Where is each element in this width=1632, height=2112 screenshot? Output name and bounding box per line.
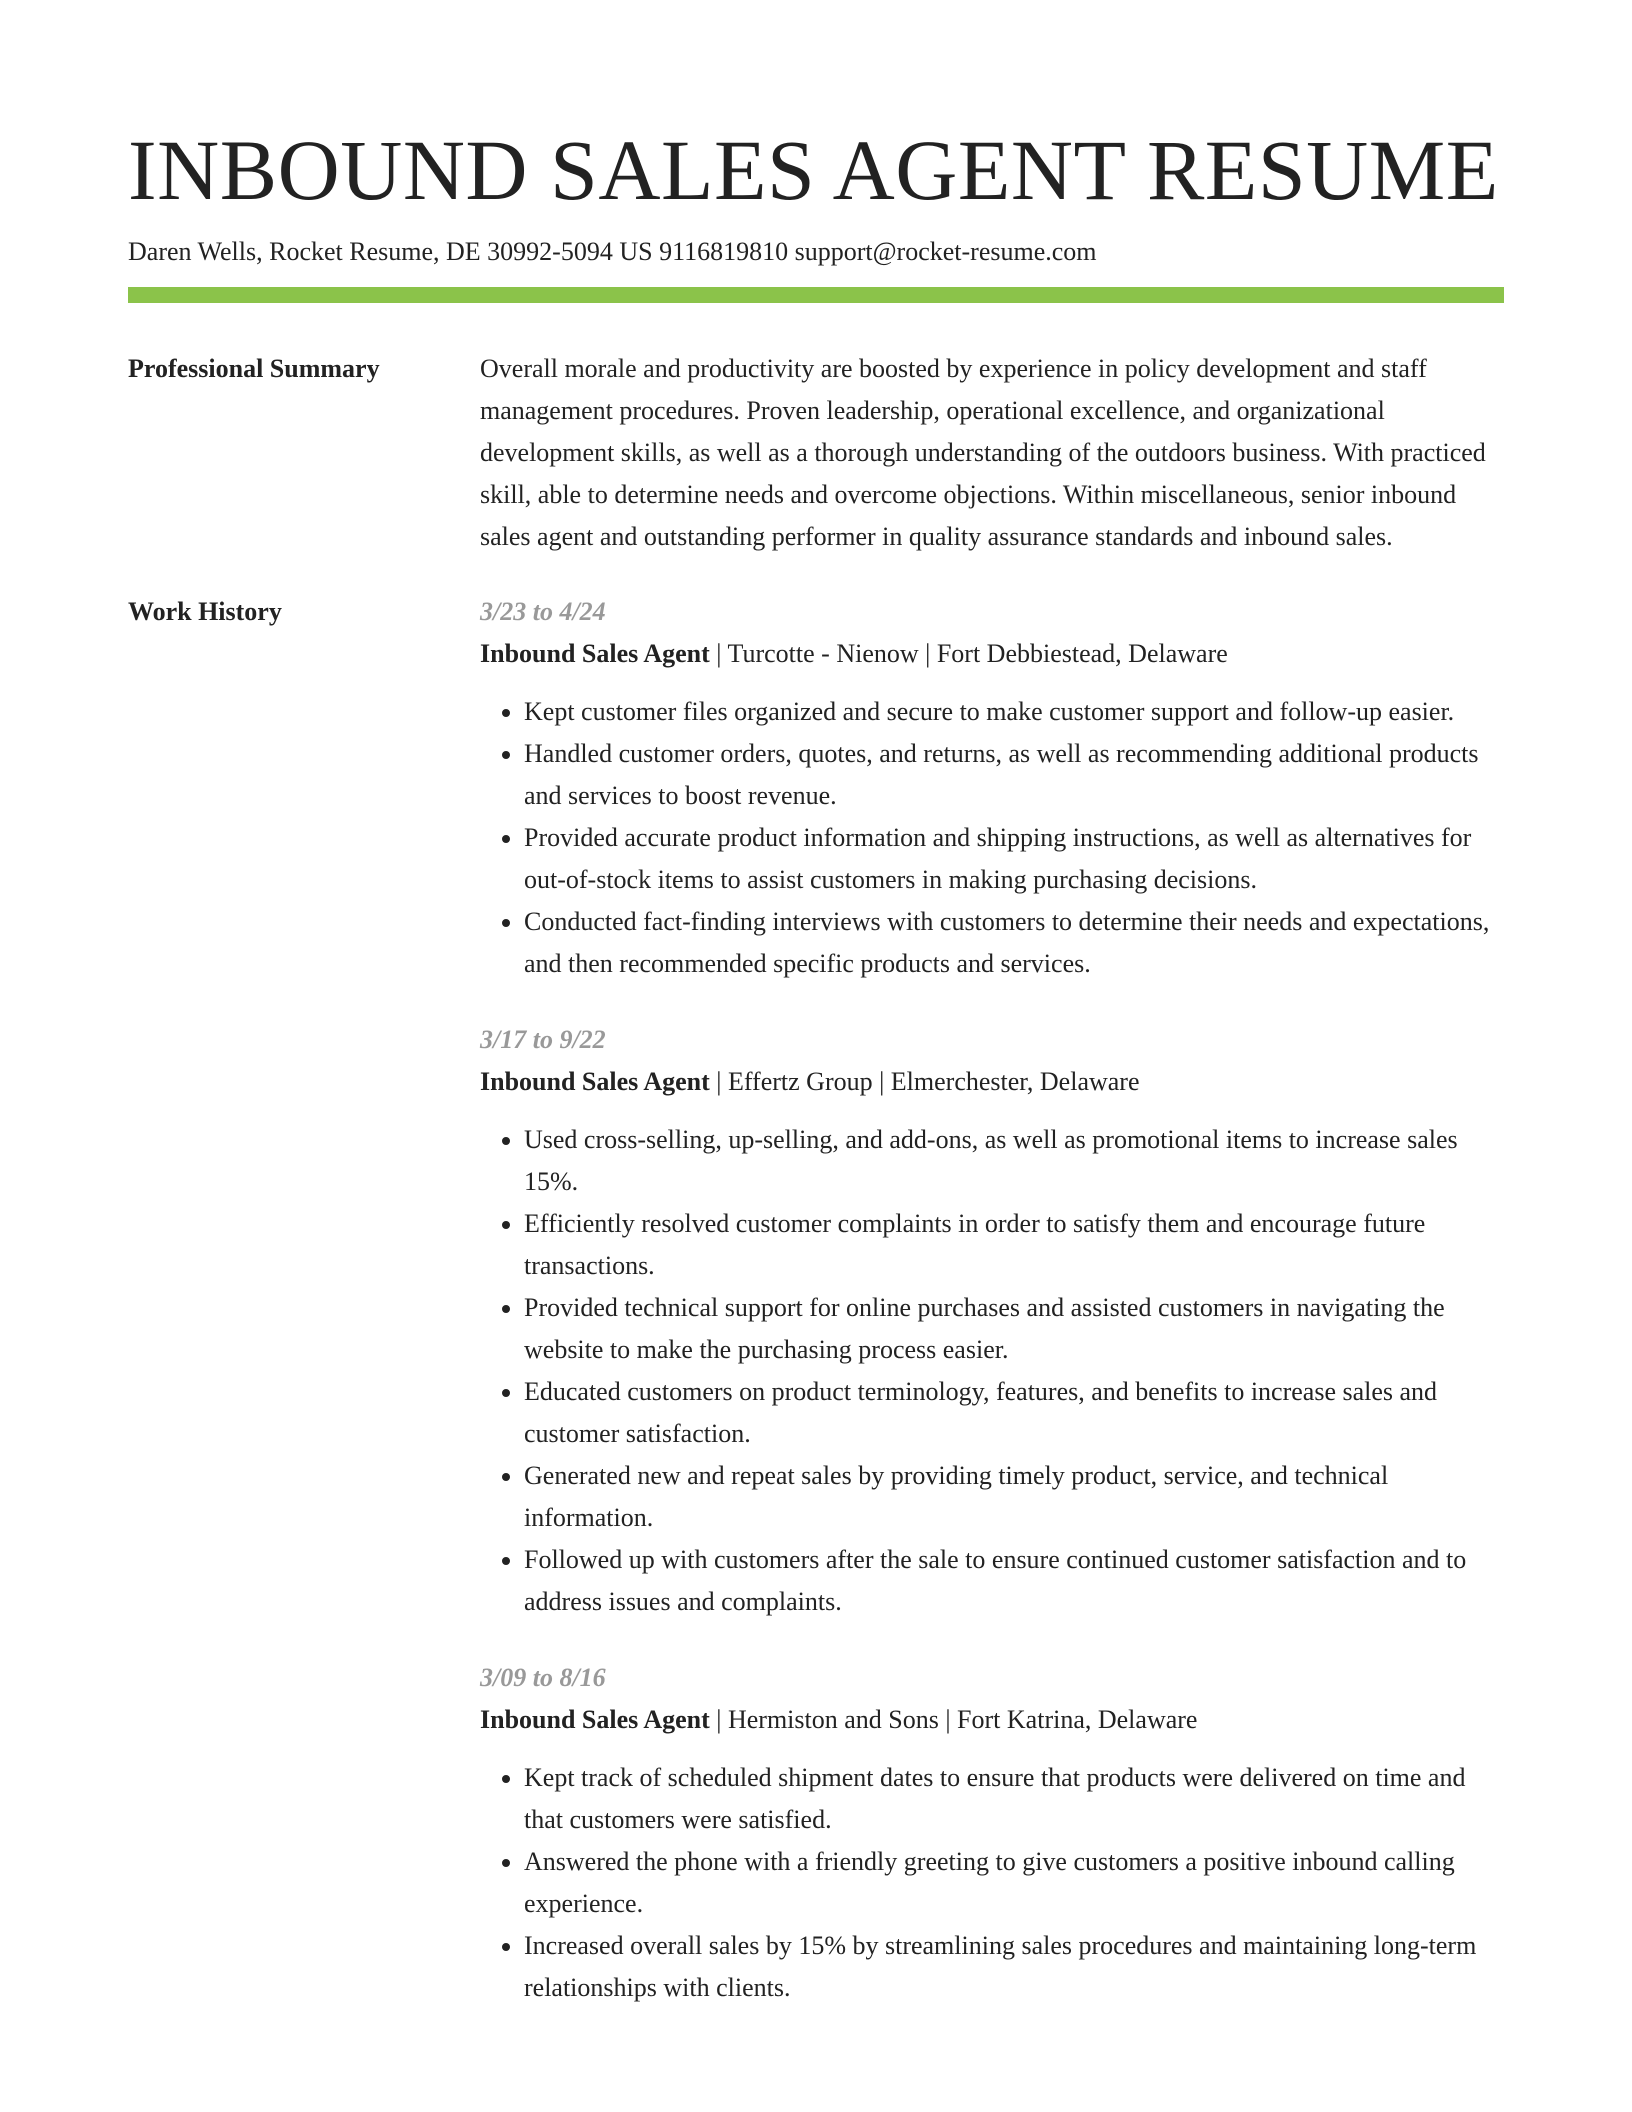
job-title: Inbound Sales Agent [480, 639, 710, 668]
list-item: • Followed up with customers after the sale to ensure continued customer satisfaction and to address issues and complaints. [524, 1539, 1504, 1623]
job-bullet-list [480, 691, 1504, 985]
job-title: Inbound Sales Agent [480, 1067, 710, 1096]
summary-text: Overall morale and productivity are boosted by experience in policy development and staff management procedures. Proven leadership, operational excellence, and organizational development skills, as well as a thorough understanding of the outdoors business. With practiced skill, able to determine needs and overcome objections. Within miscellaneous, senior inbound sales agent and outstanding performer in quality assurance standards and inbound sales. [480, 354, 1486, 551]
job-entry [480, 1019, 1504, 1623]
section-label-summary: Professional Summary [128, 354, 380, 383]
list-item: • Generated new and repeat sales by providing timely product, service, and technical information. [524, 1455, 1504, 1539]
work-history-section [128, 591, 1504, 2043]
professional-summary-section [128, 348, 1504, 558]
job-details: | Effertz Group | Elmerchester, Delaware [709, 1067, 1140, 1096]
accent-divider [128, 287, 1504, 303]
job-entry [480, 591, 1504, 985]
job-dates: 3/17 to 9/22 [480, 1025, 606, 1054]
job-heading [480, 1699, 1504, 1741]
work-history-body [480, 591, 1504, 2043]
list-item: • Efficiently resolved customer complaints in order to satisfy them and encourage future transactions. [524, 1203, 1504, 1287]
list-item: • Kept customer files organized and secure to make customer support and follow-up easier. [524, 691, 1504, 733]
job-bullet-list [480, 1757, 1504, 2009]
job-entry [480, 1657, 1504, 2009]
resume-title: INBOUND SALES AGENT RESUME [128, 122, 1499, 218]
list-item: • Increased overall sales by 15% by streamlining sales procedures and maintaining long-term relationships with clients. [524, 1925, 1504, 2009]
job-title: Inbound Sales Agent [480, 1705, 710, 1734]
list-item: • Educated customers on product terminology, features, and benefits to increase sales and customer satisfaction. [524, 1371, 1504, 1455]
list-item: • Conducted fact-finding interviews with customers to determine their needs and expectations, and then recommended specific products and services. [524, 901, 1504, 985]
job-dates: 3/09 to 8/16 [480, 1663, 606, 1692]
list-item: • Provided accurate product information and shipping instructions, as well as alternatives for out-of-stock items to assist customers in making purchasing decisions. [524, 817, 1504, 901]
job-heading [480, 633, 1504, 675]
job-bullet-list [480, 1119, 1504, 1623]
list-item: • Provided technical support for online purchases and assisted customers in navigating the website to make the purchasing process easier. [524, 1287, 1504, 1371]
job-dates: 3/23 to 4/24 [480, 597, 606, 626]
list-item: • Kept track of scheduled shipment dates to ensure that products were delivered on time and that customers were satisfied. [524, 1757, 1504, 1841]
job-heading [480, 1061, 1504, 1103]
contact-line: Daren Wells, Rocket Resume, DE 30992-5094 US 9116819810 support@rocket-resume.com [128, 237, 1097, 266]
list-item: • Answered the phone with a friendly greeting to give customers a positive inbound calling experience. [524, 1841, 1504, 1925]
section-label-work-history: Work History [128, 597, 282, 626]
list-item: • Used cross-selling, up-selling, and add-ons, as well as promotional items to increase sales 15%. [524, 1119, 1504, 1203]
job-details: | Hermiston and Sons | Fort Katrina, Delaware [709, 1705, 1198, 1734]
job-details: | Turcotte - Nienow | Fort Debbiestead, Delaware [709, 639, 1228, 668]
list-item: • Handled customer orders, quotes, and returns, as well as recommending additional products and services to boost revenue. [524, 733, 1504, 817]
summary-body [480, 348, 1504, 558]
